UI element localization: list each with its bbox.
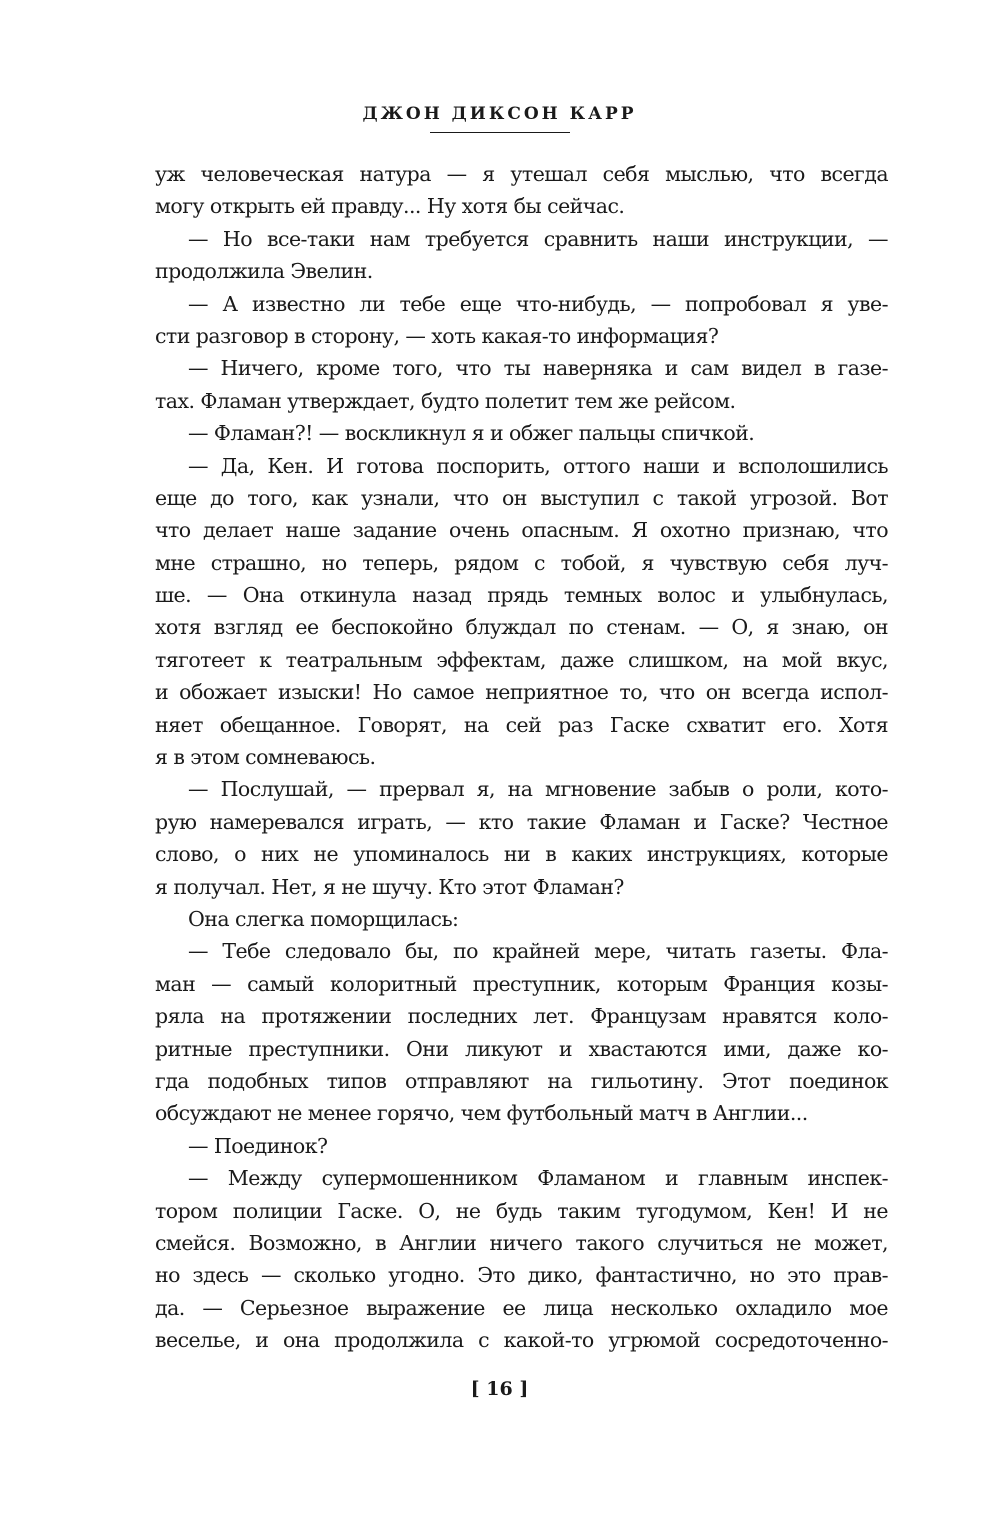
- text-line: — Поединок?: [188, 1133, 328, 1158]
- text-line: ше. — Она откинула назад прядь темных волос и улыбнулась,: [155, 583, 888, 608]
- text-line: веселье, и она продолжила с какой-то угрюмой сосредоточенно-: [155, 1328, 888, 1353]
- header-rule: [430, 132, 570, 133]
- text-line: и обожает изыски! Но самое неприятное то, что он всегда испол-: [155, 680, 888, 705]
- text-line: ман — самый колоритный преступник, которым Франция козы-: [155, 971, 888, 996]
- text-line: могу открыть ей правду... Ну хотя бы сейчас.: [155, 194, 625, 219]
- text-line: слово, о них не упоминалось ни в каких инструкциях, которые: [155, 842, 888, 867]
- page-header: [0, 104, 999, 133]
- text-line: я в этом сомневаюсь.: [155, 745, 376, 770]
- text-line: еще до того, как узнали, что он выступил с такой угрозой. Вот: [155, 485, 888, 510]
- text-line: мне страшно, но теперь, рядом с тобой, я чувствую себя луч-: [155, 550, 888, 575]
- text-line: продолжила Эвелин.: [155, 259, 373, 284]
- text-line: но здесь — сколько угодно. Это дико, фантастично, но это прав-: [155, 1263, 888, 1288]
- text-line: тах. Фламан утверждает, будто полетит тем же рейсом.: [155, 388, 736, 413]
- text-line: Она слегка поморщилась:: [188, 906, 459, 931]
- text-line: тяготеет к театральным эффектам, даже слишком, на мой вкус,: [155, 647, 888, 672]
- text-line: — Послушай, — прервал я, на мгновение забыв о роли, кото-: [188, 777, 888, 802]
- text-line: гда подобных типов отправляют на гильотину. Этот поединок: [155, 1068, 888, 1093]
- text-line: смейся. Возможно, в Англии ничего такого случиться не может,: [155, 1230, 888, 1255]
- text-line: что делает наше задание очень опасным. Я охотно признаю, что: [155, 518, 888, 543]
- page-number: [ 16 ]: [470, 1378, 529, 1400]
- body-text: [155, 158, 888, 1356]
- text-line: — Фламан?! — воскликнул я и обжег пальцы спичкой.: [188, 421, 755, 446]
- text-line: — Да, Кен. И готова поспорить, оттого наши и всполошились: [188, 453, 888, 478]
- text-line: да. — Серьезное выражение ее лица несколько охладило мое: [155, 1295, 888, 1320]
- text-line: сти разговор в сторону, — хоть какая-то информация?: [155, 323, 719, 348]
- text-line: хотя взгляд ее беспокойно блуждал по стенам. — О, я знаю, он: [155, 615, 888, 640]
- text-line: обсуждают не менее горячо, чем футбольный матч в Англии...: [155, 1101, 808, 1126]
- text-line: тором полиции Гаске. О, не будь таким тугодумом, Кен! И не: [155, 1198, 888, 1223]
- text-line: уж человеческая натура — я утешал себя мыслью, что всегда: [155, 162, 888, 186]
- text-line: — А известно ли тебе еще что-нибудь, — попробовал я уве-: [188, 291, 888, 316]
- text-line: ритные преступники. Они ликуют и хвастаются ими, даже ко-: [155, 1036, 888, 1061]
- text-line: — Ничего, кроме того, что ты наверняка и сам видел в газе-: [188, 356, 888, 381]
- text-line: ряла на протяжении последних лет. Французам нравятся коло-: [155, 1004, 888, 1029]
- text-line: — Но все-таки нам требуется сравнить наши инструкции, —: [188, 226, 888, 251]
- text-line: я получал. Нет, я не шучу. Кто этот Фламан?: [155, 874, 624, 899]
- text-line: няет обещанное. Говорят, на сей раз Гаске схватит его. Хотя: [155, 712, 888, 737]
- running-head-author: ДЖОН ДИКСОН КАРР: [362, 104, 637, 124]
- text-line: — Тебе следовало бы, по крайней мере, читать газеты. Фла-: [188, 939, 888, 964]
- text-line: — Между супермошенником Фламаном и главным инспек-: [188, 1166, 888, 1191]
- text-line: рую намеревался играть, — кто такие Фламан и Гаске? Честное: [155, 809, 888, 834]
